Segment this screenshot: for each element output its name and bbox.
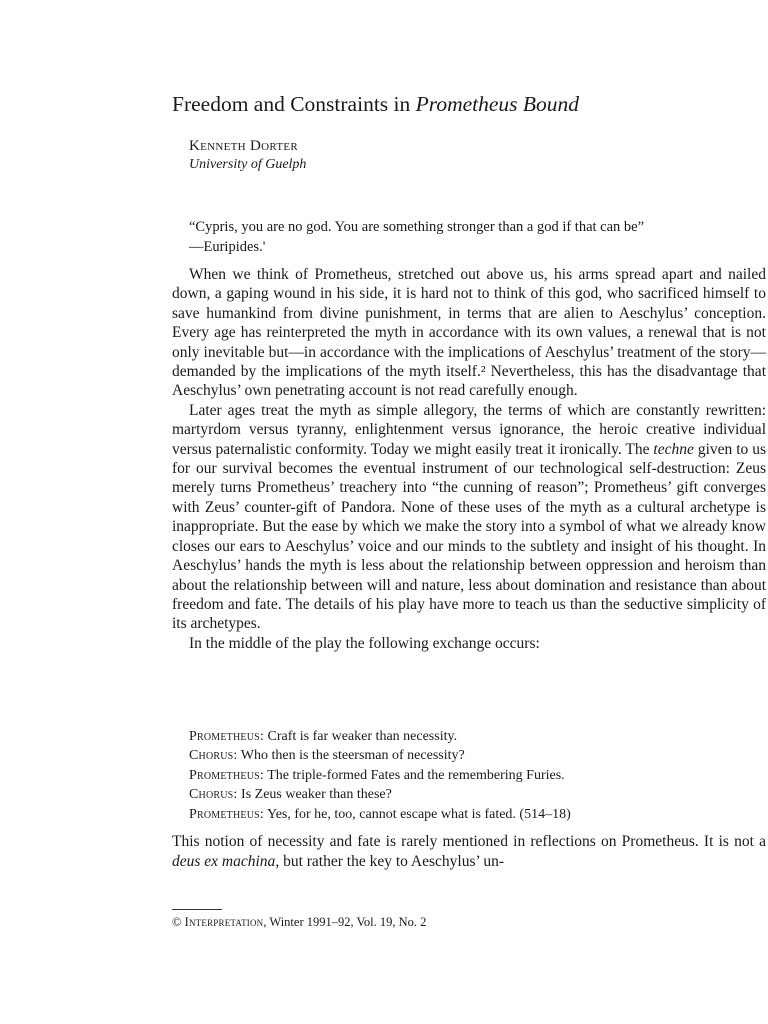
dialogue-text: Craft is far weaker than necessity. — [264, 729, 458, 744]
epigraph-attribution: —Euripides.' — [189, 239, 266, 255]
dialogue-text: Yes, for he, too, cannot escape what is fated. (514–18) — [264, 806, 571, 822]
dialogue-excerpt — [189, 727, 749, 824]
paragraph-2-part-b: given to us for our survival becomes the eventual instrument of our technological self-destruction: Zeus merely turns Prometheus’ treachery into “the cunning of reason”; Prometheus’ gift converges with Zeus’ counter-gift of Pandora. None of these uses of the myth as a cultural archetype is inappropriate. But the ease by which we make the story into a symbol of what we already know closes our ears to Aeschylus’ voice and our minds to the subtlety and insight of his thought. In Aeschylus’ hands the myth is less about the relationship between oppression and heroism than about the relationship between will and nature, less about domination and resistance than about freedom and fate. The details of his play have more to teach us than the seductive simplicity of its archetypes. — [172, 440, 767, 633]
journal-issue: , Winter 1991–92, Vol. 19, No. 2 — [263, 915, 427, 929]
paragraph-1: When we think of Prometheus, stretched out above us, his arms spread apart and nailed down, a gaping wound in his side, it is hard not to think of this god, who sacrificed himself to save humankind from divine punishment, in terms that are alien to Aeschylus’ conception. Every age has reinterpreted the myth in accordance with its own values, a renewal that is not only inevitable but—in accordance with the implications of Aeschylus’ treatment of the story—demanded by the implications of the myth itself.² Nevertheless, this has the disadvantage that Aeschylus’ own penetrating account is not read carefully enough. — [172, 266, 766, 400]
epigraph — [189, 217, 689, 257]
dialogue-text: Who then is the steersman of necessity? — [237, 748, 465, 764]
paragraph-2 — [172, 401, 766, 634]
techne-term: techne — [653, 440, 694, 458]
journal-name: Interpretation — [184, 915, 264, 929]
author-name: Kenneth Dorter — [189, 138, 298, 154]
speaker-label: Prometheus: — [189, 767, 264, 783]
dialogue-line — [189, 805, 749, 824]
speaker-label: Prometheus: — [189, 729, 264, 744]
title-main: Freedom and Constraints in — [172, 92, 416, 116]
speaker-label: Chorus: — [189, 787, 238, 803]
dialogue-line — [189, 727, 749, 746]
closing-part-b: , but rather the key to Aeschylus’ un- — [275, 853, 505, 870]
dialogue-text: The triple-formed Fates and the remembering Furies. — [264, 767, 565, 783]
epigraph-quote: “Cypris, you are no god. You are something stronger than a god if that can be” — [189, 219, 645, 235]
article-title — [172, 92, 579, 118]
closing-part-a: This notion of necessity and fate is rarely mentioned in reflections on Prometheus. It is not a — [172, 833, 766, 850]
footnote-divider — [172, 909, 222, 910]
closing-paragraph — [172, 832, 766, 872]
speaker-label: Prometheus: — [189, 806, 264, 822]
copyright-symbol: © — [172, 915, 185, 929]
speaker-label: Chorus: — [189, 748, 238, 764]
author-affiliation: University of Guelph — [189, 157, 307, 172]
dialogue-line — [189, 785, 749, 804]
body-text — [172, 265, 766, 653]
dialogue-text: Is Zeus weaker than these? — [237, 787, 392, 803]
title-italic: Prometheus Bound — [415, 92, 580, 116]
copyright-footnote — [172, 915, 426, 930]
dialogue-line — [189, 746, 749, 765]
paragraph-3: In the middle of the play the following exchange occurs: — [189, 634, 540, 652]
paragraph-2-part-a: Later ages treat the myth as simple allegory, the terms of which are constantly rewritten: martyrdom versus tyranny, enlightenment versus ignorance, the heroic creative individual versus paternalistic conformity. Today we might easily treat it ironically. The — [172, 401, 766, 458]
dialogue-line — [189, 766, 749, 785]
closing-italic: deus ex machina — [172, 853, 276, 870]
